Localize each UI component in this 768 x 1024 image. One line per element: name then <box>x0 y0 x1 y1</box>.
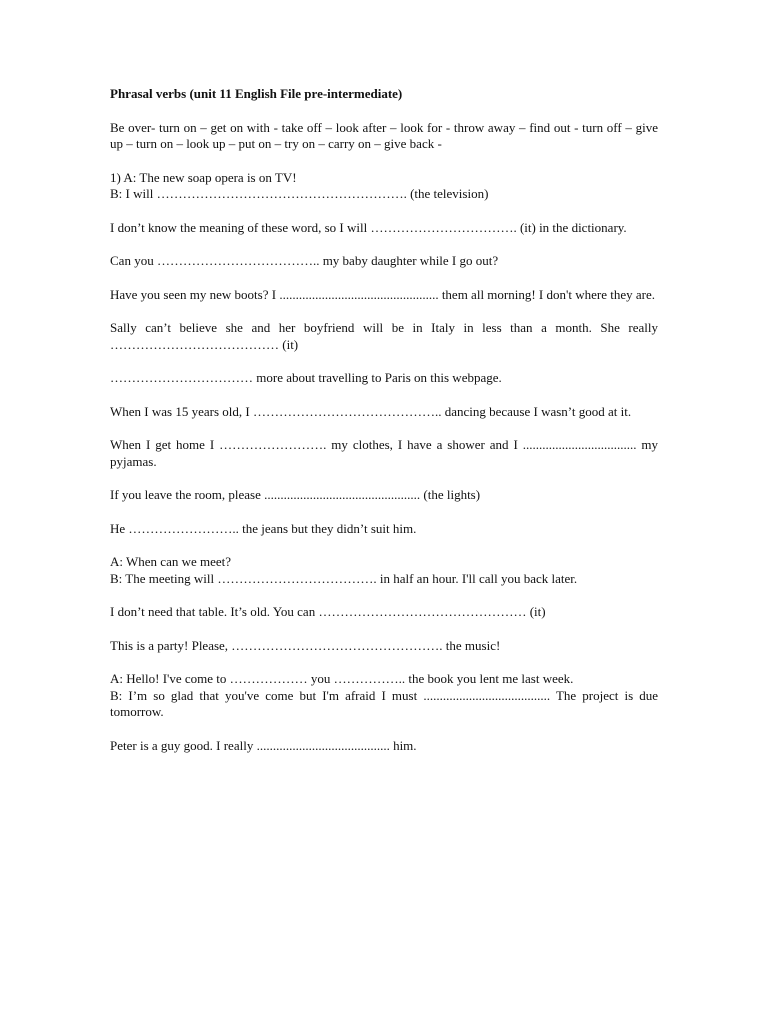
exercise-item <box>110 320 658 353</box>
exercise-line: B: I will …………………………………………………. (the television) <box>110 186 489 201</box>
exercise-line: This is a party! Please, …………………………………………. the music! <box>110 637 501 653</box>
exercise-item <box>110 604 658 621</box>
exercise-line: B: I’m so glad that you've come but I'm afraid I must ....................................... The project is due tomorrow. <box>110 687 658 719</box>
exercise-item <box>110 287 658 304</box>
exercise-line: Have you seen my new boots? I ................................................. them all morning! I don't where they are. <box>110 286 655 302</box>
exercise-item <box>110 220 658 237</box>
exercise-item <box>110 487 658 504</box>
exercise-item <box>110 370 658 387</box>
exercise-line: A: Hello! I've come to ……………… you …………….. the book you lent me last week. <box>110 671 574 686</box>
exercise-item <box>110 738 658 755</box>
exercise-item <box>110 554 658 587</box>
exercise-item <box>110 671 658 721</box>
exercise-item <box>110 521 658 538</box>
exercise-item <box>110 638 658 655</box>
worksheet-title: Phrasal verbs (unit 11 English File pre-intermediate) <box>110 86 403 101</box>
exercise-line: Peter is a guy good. I really ......................................... him. <box>110 737 417 753</box>
exercise-line: I don’t know the meaning of these word, so I will ……………………………. (it) in the dictionary. <box>110 219 627 235</box>
word-bank: Be over- turn on – get on with - take off – look after – look for - throw away – find out - turn off – give up – turn on – look up – put on – try on – carry on – give back - <box>110 119 658 151</box>
exercise-item <box>110 170 658 203</box>
exercise-list <box>110 170 658 755</box>
exercise-line: B: The meeting will ………………………………. in half an hour. I'll call you back later. <box>110 570 578 586</box>
exercise-line: He …………………….. the jeans but they didn’t suit him. <box>110 520 417 536</box>
exercise-line: A: When can we meet? <box>110 554 232 569</box>
exercise-line: …………………………… more about travelling to Paris on this webpage. <box>110 370 502 385</box>
exercise-line: When I get home I ……………………. my clothes, I have a shower and I ................................... my pyjamas. <box>110 437 658 469</box>
exercise-item <box>110 437 658 470</box>
exercise-item <box>110 404 658 421</box>
exercise-line: 1) A: The new soap opera is on TV! <box>110 169 297 185</box>
exercise-line: If you leave the room, please ................................................ (the lights) <box>110 487 481 502</box>
exercise-line: When I was 15 years old, I …………………………………….. dancing because I wasn’t good at it. <box>110 403 632 419</box>
exercise-line: Can you ……………………………….. my baby daughter while I go out? <box>110 253 499 268</box>
exercise-line: Sally can’t believe she and her boyfriend will be in Italy in less than a month. She really ………………………………… (it) <box>110 320 658 352</box>
exercise-item <box>110 253 658 270</box>
exercise-line: I don’t need that table. It’s old. You can ………………………………………… (it) <box>110 604 546 619</box>
worksheet-page <box>110 86 658 771</box>
